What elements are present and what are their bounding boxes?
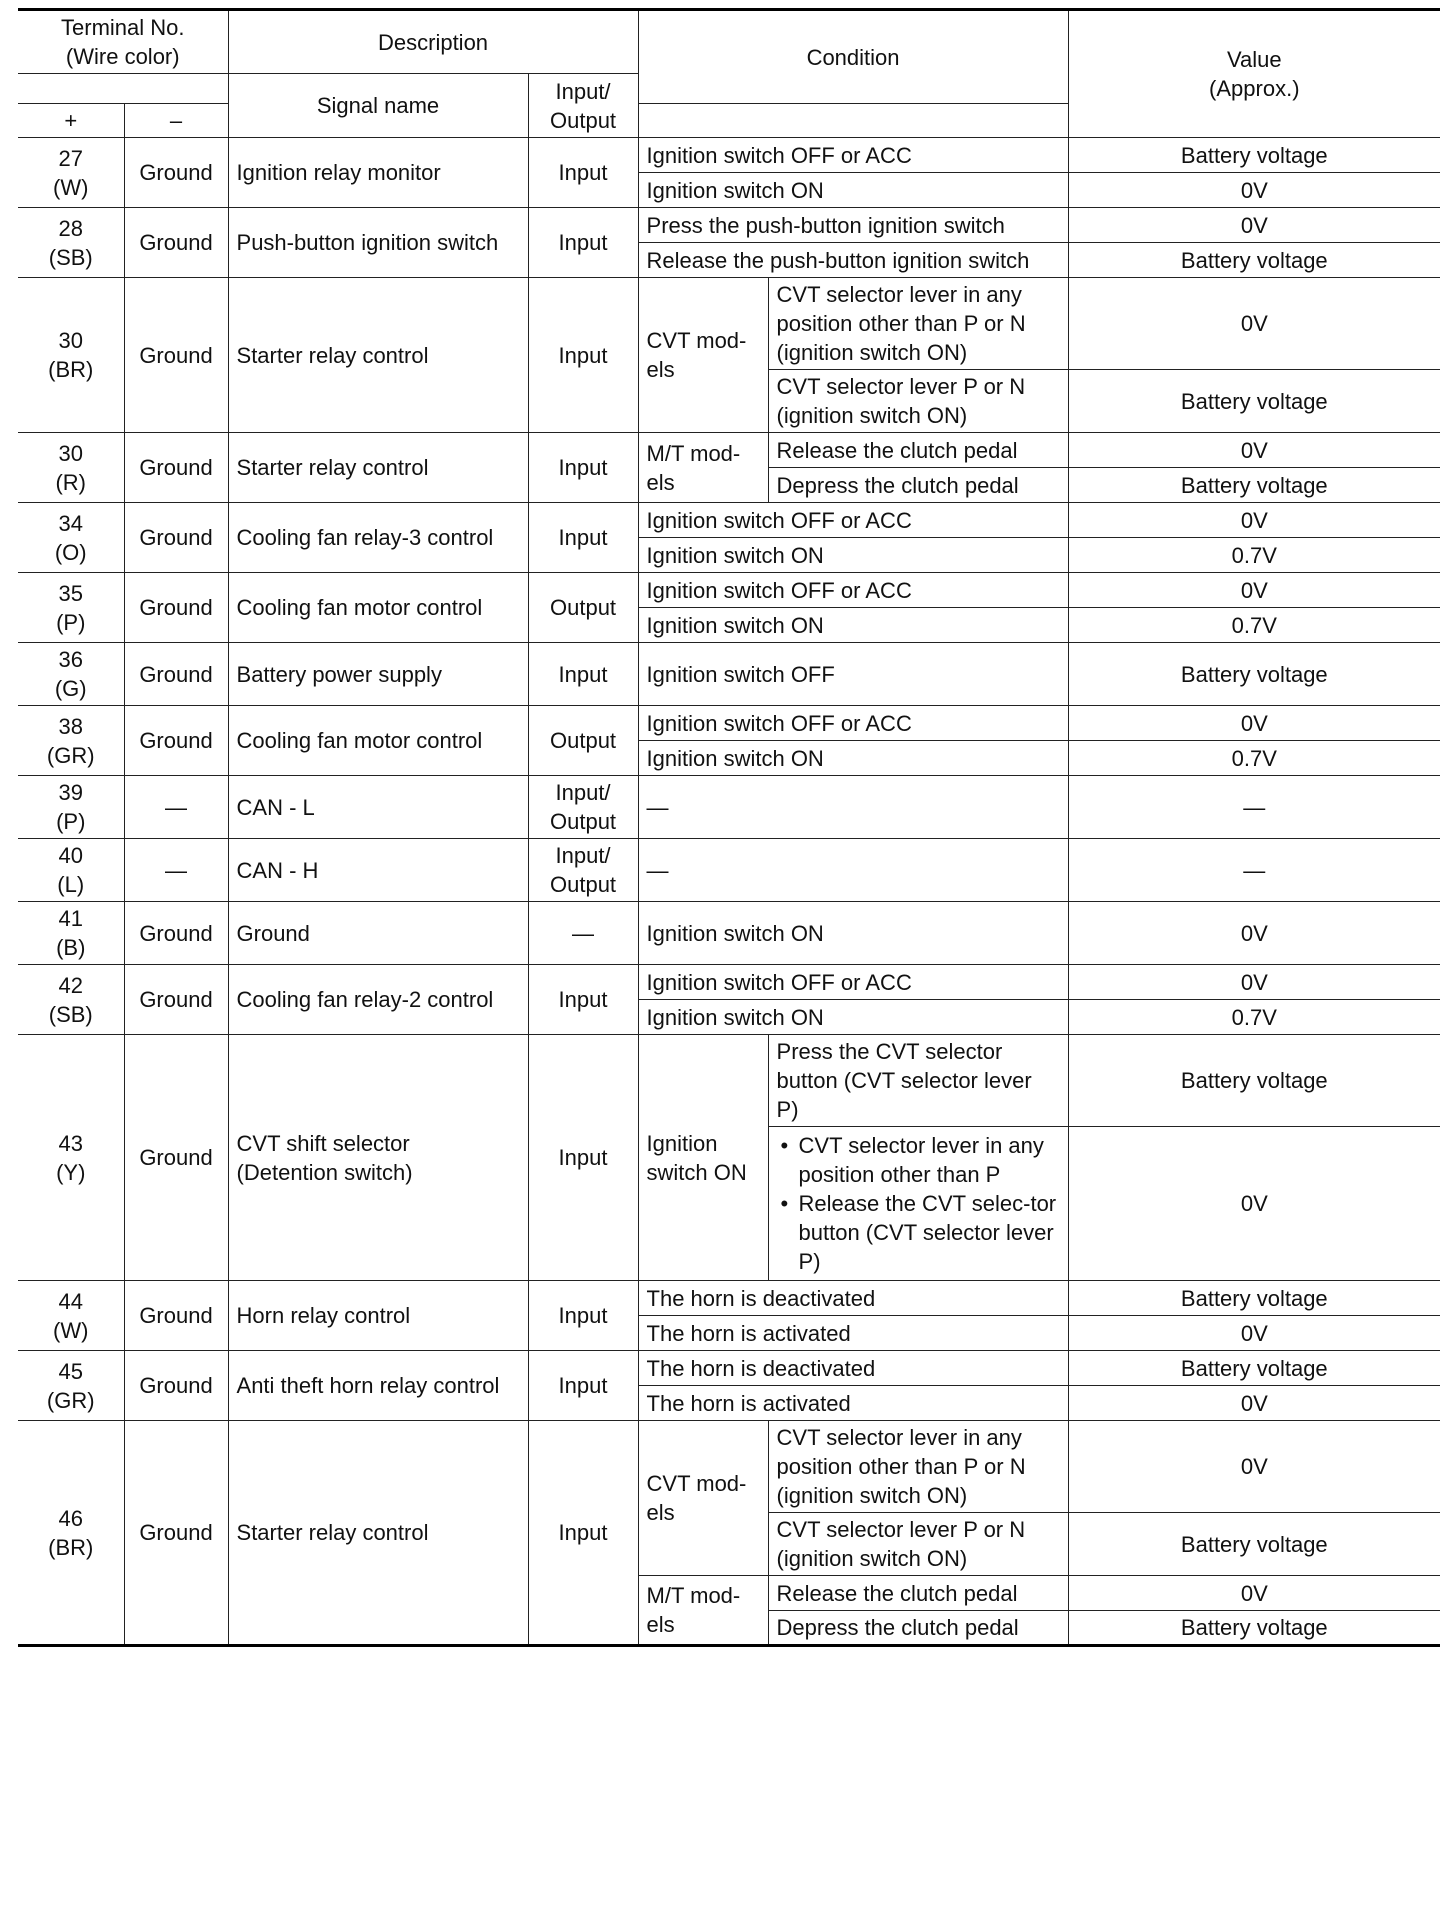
value-cell: 0.7V	[1068, 741, 1440, 776]
value-cell: 0V	[1068, 706, 1440, 741]
terminal-table	[18, 8, 1440, 1647]
table-row	[18, 643, 1440, 706]
condition-cell: Release the push-button ignition switch	[638, 243, 1068, 278]
terminal-plus: 43 (Y)	[18, 1035, 124, 1281]
condition-cell: Ignition switch ON	[638, 173, 1068, 208]
condition-cell: CVT selector lever in any position other than P or N (ignition switch ON)	[768, 278, 1068, 370]
value-cell: 0V	[1068, 1127, 1440, 1281]
terminal-plus: 45 (GR)	[18, 1351, 124, 1421]
signal-name: Anti theft horn relay control	[228, 1351, 528, 1421]
header-condition-spacer	[638, 104, 1068, 138]
table-body	[18, 138, 1440, 1646]
table-row	[18, 573, 1440, 608]
condition-cell: Ignition switch ON	[638, 741, 1068, 776]
header-io: Input/ Output	[528, 74, 638, 138]
signal-name: Ground	[228, 902, 528, 965]
input-output: Input	[528, 1421, 638, 1646]
terminal-plus: 28 (SB)	[18, 208, 124, 278]
table-row	[18, 1421, 1440, 1513]
value-cell: 0.7V	[1068, 608, 1440, 643]
terminal-plus: 41 (B)	[18, 902, 124, 965]
terminal-plus: 35 (P)	[18, 573, 124, 643]
input-output: Input/ Output	[528, 776, 638, 839]
condition-cell: Ignition switch OFF or ACC	[638, 138, 1068, 173]
table-row	[18, 776, 1440, 839]
value-cell: Battery voltage	[1068, 370, 1440, 433]
condition-cell: Ignition switch ON	[638, 538, 1068, 573]
table-row	[18, 839, 1440, 902]
signal-name: Horn relay control	[228, 1281, 528, 1351]
value-cell: Battery voltage	[1068, 1513, 1440, 1576]
terminal-plus: 36 (G)	[18, 643, 124, 706]
value-cell: 0V	[1068, 208, 1440, 243]
header-minus: –	[124, 104, 228, 138]
condition-cell: Depress the clutch pedal	[768, 468, 1068, 503]
table-row	[18, 278, 1440, 370]
terminal-plus: 38 (GR)	[18, 706, 124, 776]
header-plus: +	[18, 104, 124, 138]
terminal-minus: Ground	[124, 1421, 228, 1646]
signal-name: Starter relay control	[228, 278, 528, 433]
condition-cell: CVT selector lever P or N (ignition switch ON)	[768, 1513, 1068, 1576]
condition-cell: Ignition switch OFF or ACC	[638, 706, 1068, 741]
table-row	[18, 1351, 1440, 1386]
value-cell: 0V	[1068, 503, 1440, 538]
terminal-minus: Ground	[124, 208, 228, 278]
signal-name: CAN - L	[228, 776, 528, 839]
condition-cell: Release the clutch pedal	[768, 433, 1068, 468]
input-output: Input	[528, 1281, 638, 1351]
condition-cell: The horn is activated	[638, 1386, 1068, 1421]
input-output: Input	[528, 278, 638, 433]
value-cell: 0V	[1068, 902, 1440, 965]
signal-name: CVT shift selector (Detention switch)	[228, 1035, 528, 1281]
signal-name: Cooling fan motor control	[228, 573, 528, 643]
input-output: —	[528, 902, 638, 965]
terminal-plus: 40 (L)	[18, 839, 124, 902]
value-cell: 0V	[1068, 278, 1440, 370]
table-row	[18, 433, 1440, 468]
terminal-plus: 30 (BR)	[18, 278, 124, 433]
input-output: Input/ Output	[528, 839, 638, 902]
terminal-minus: Ground	[124, 902, 228, 965]
value-cell: —	[1068, 839, 1440, 902]
condition-group: CVT mod- els	[638, 278, 768, 433]
value-cell: 0V	[1068, 173, 1440, 208]
terminal-plus: 39 (P)	[18, 776, 124, 839]
value-cell: Battery voltage	[1068, 243, 1440, 278]
table-row	[18, 208, 1440, 243]
header-condition: Condition	[638, 10, 1068, 104]
table-row	[18, 965, 1440, 1000]
terminal-minus: Ground	[124, 573, 228, 643]
value-cell: 0V	[1068, 1576, 1440, 1611]
condition-cell: Ignition switch ON	[638, 902, 1068, 965]
terminal-minus: Ground	[124, 433, 228, 503]
header-terminal: Terminal No. (Wire color)	[18, 10, 228, 74]
terminal-plus: 44 (W)	[18, 1281, 124, 1351]
condition-cell: The horn is activated	[638, 1316, 1068, 1351]
value-cell: Battery voltage	[1068, 1611, 1440, 1646]
condition-group: M/T mod- els	[638, 433, 768, 503]
terminal-minus: Ground	[124, 278, 228, 433]
input-output: Output	[528, 706, 638, 776]
table-row	[18, 503, 1440, 538]
header-terminal-spacer	[18, 74, 228, 104]
signal-name: Starter relay control	[228, 1421, 528, 1646]
condition-cell: —	[638, 839, 1068, 902]
condition-cell: CVT selector lever P or N (ignition switch ON)	[768, 370, 1068, 433]
header-description: Description	[228, 10, 638, 74]
terminal-plus: 30 (R)	[18, 433, 124, 503]
value-cell: Battery voltage	[1068, 138, 1440, 173]
condition-cell: Ignition switch OFF or ACC	[638, 573, 1068, 608]
value-cell: —	[1068, 776, 1440, 839]
condition-bullet-item: • Release the CVT selec-tor button (CVT selector lever P)	[799, 1189, 1060, 1276]
terminal-minus: —	[124, 839, 228, 902]
table-row	[18, 1035, 1440, 1127]
condition-cell: Ignition switch OFF or ACC	[638, 965, 1068, 1000]
signal-name: Cooling fan relay-3 control	[228, 503, 528, 573]
terminal-minus: Ground	[124, 503, 228, 573]
condition-group: Ignition switch ON	[638, 1035, 768, 1281]
table-row	[18, 706, 1440, 741]
value-cell: 0V	[1068, 573, 1440, 608]
header-value: Value (Approx.)	[1068, 10, 1440, 138]
terminal-minus: —	[124, 776, 228, 839]
value-cell: 0V	[1068, 1421, 1440, 1513]
header-signal-name: Signal name	[228, 74, 528, 138]
value-cell: 0V	[1068, 1386, 1440, 1421]
terminal-minus: Ground	[124, 1281, 228, 1351]
value-cell: Battery voltage	[1068, 468, 1440, 503]
terminal-minus: Ground	[124, 138, 228, 208]
condition-cell: Press the CVT selector button (CVT selector lever P)	[768, 1035, 1068, 1127]
condition-group: CVT mod- els	[638, 1421, 768, 1576]
signal-name: Starter relay control	[228, 433, 528, 503]
signal-name: Cooling fan relay-2 control	[228, 965, 528, 1035]
condition-cell: Ignition switch OFF or ACC	[638, 503, 1068, 538]
input-output: Input	[528, 1035, 638, 1281]
condition-cell: The horn is deactivated	[638, 1281, 1068, 1316]
terminal-plus: 27 (W)	[18, 138, 124, 208]
value-cell: 0V	[1068, 1316, 1440, 1351]
table-row	[18, 138, 1440, 173]
table-row	[18, 902, 1440, 965]
terminal-plus: 46 (BR)	[18, 1421, 124, 1646]
condition-cell: CVT selector lever in any position other than P or N (ignition switch ON)	[768, 1421, 1068, 1513]
condition-cell: Ignition switch ON	[638, 1000, 1068, 1035]
input-output: Output	[528, 573, 638, 643]
input-output: Input	[528, 433, 638, 503]
signal-name: Ignition relay monitor	[228, 138, 528, 208]
terminal-minus: Ground	[124, 643, 228, 706]
value-cell: 0.7V	[1068, 538, 1440, 573]
terminal-minus: Ground	[124, 706, 228, 776]
condition-cell: The horn is deactivated	[638, 1351, 1068, 1386]
terminal-minus: Ground	[124, 1035, 228, 1281]
condition-cell: Press the push-button ignition switch	[638, 208, 1068, 243]
condition-cell: Depress the clutch pedal	[768, 1611, 1068, 1646]
condition-bullet-item: • CVT selector lever in any position other than P	[799, 1131, 1060, 1189]
table-header	[18, 10, 1440, 138]
table-row	[18, 1281, 1440, 1316]
signal-name: Push-button ignition switch	[228, 208, 528, 278]
condition-cell: —	[638, 776, 1068, 839]
input-output: Input	[528, 138, 638, 208]
input-output: Input	[528, 208, 638, 278]
value-cell: 0V	[1068, 965, 1440, 1000]
value-cell: 0V	[1068, 433, 1440, 468]
input-output: Input	[528, 1351, 638, 1421]
input-output: Input	[528, 503, 638, 573]
condition-bullet-list	[777, 1131, 1060, 1276]
value-cell: Battery voltage	[1068, 1035, 1440, 1127]
condition-cell: Release the clutch pedal	[768, 1576, 1068, 1611]
value-cell: Battery voltage	[1068, 643, 1440, 706]
condition-cell: Ignition switch ON	[638, 608, 1068, 643]
input-output: Input	[528, 965, 638, 1035]
condition-cell: Ignition switch OFF	[638, 643, 1068, 706]
signal-name: Battery power supply	[228, 643, 528, 706]
value-cell: 0.7V	[1068, 1000, 1440, 1035]
terminal-plus: 42 (SB)	[18, 965, 124, 1035]
signal-name: Cooling fan motor control	[228, 706, 528, 776]
signal-name: CAN - H	[228, 839, 528, 902]
terminal-minus: Ground	[124, 965, 228, 1035]
input-output: Input	[528, 643, 638, 706]
value-cell: Battery voltage	[1068, 1281, 1440, 1316]
terminal-minus: Ground	[124, 1351, 228, 1421]
value-cell: Battery voltage	[1068, 1351, 1440, 1386]
condition-cell	[768, 1127, 1068, 1281]
condition-group: M/T mod- els	[638, 1576, 768, 1646]
terminal-plus: 34 (O)	[18, 503, 124, 573]
